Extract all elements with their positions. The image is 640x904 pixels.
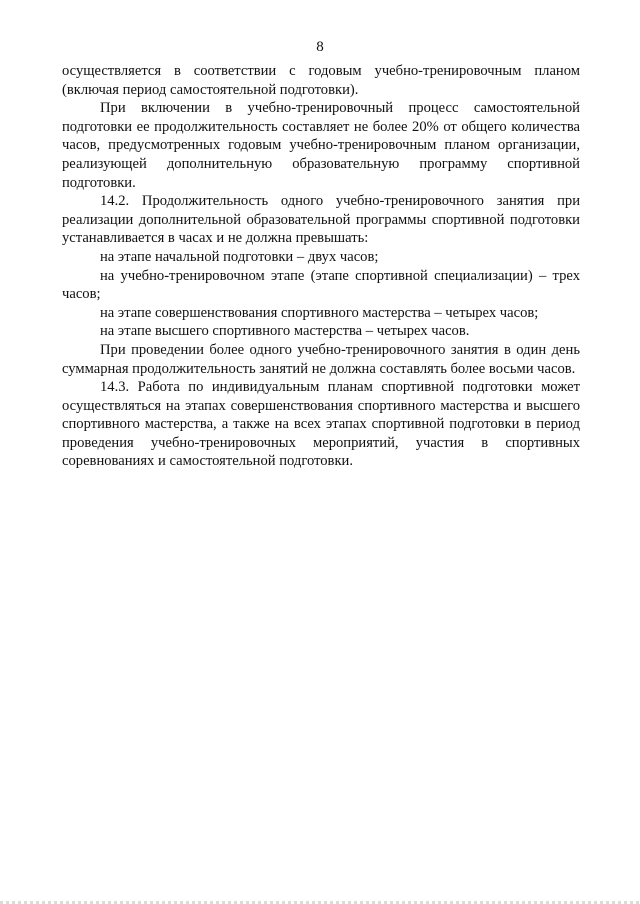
list-item-initial-stage: на этапе начальной подготовки – двух часов; [100, 248, 379, 265]
paragraph-continuation: осуществляется в соответствии с годовым учебно-тренировочным планом (включая период самостоятельной подготовки). [62, 63, 580, 98]
page-number: 8 [316, 39, 324, 55]
list-item-training-stage: на учебно-тренировочном этапе (этапе спортивной специализации) – трех часов; [62, 267, 580, 303]
list-item-improvement-stage: на этапе совершенствования спортивного мастерства – четырех часов; [100, 304, 539, 321]
document-body [62, 62, 580, 471]
list-item-highest-stage: на этапе высшего спортивного мастерства – четырех часов. [100, 323, 470, 340]
paragraph-daily-limit: При проведении более одного учебно-тренировочного занятия в один день суммарная продолжительность занятий не должна составлять более восьми часов. [62, 341, 580, 377]
paragraph-14-2: 14.2. Продолжительность одного учебно-тренировочного занятия при реализации дополнительной образовательной программы спортивной подготовки устанавливается в часах и не должна превышать: [62, 193, 580, 247]
paragraph-self-training: При включении в учебно-тренировочный процесс самостоятельной подготовки ее продолжительность составляет не более 20% от общего количества часов, предусмотренных годовым учебно-тренировочным планом организации, реализующей дополнительную образовательную программу спортивной подготовки. [62, 100, 580, 191]
paragraph-14-3: 14.3. Работа по индивидуальным планам спортивной подготовки может осуществляться на этапах совершенствования спортивного мастерства и высшего спортивного мастерства, а также на всех этапах спортивной подготовки в период проведения учебно-тренировочных мероприятий, участия в спортивных соревнованиях и самостоятельной подготовки. [62, 379, 580, 470]
